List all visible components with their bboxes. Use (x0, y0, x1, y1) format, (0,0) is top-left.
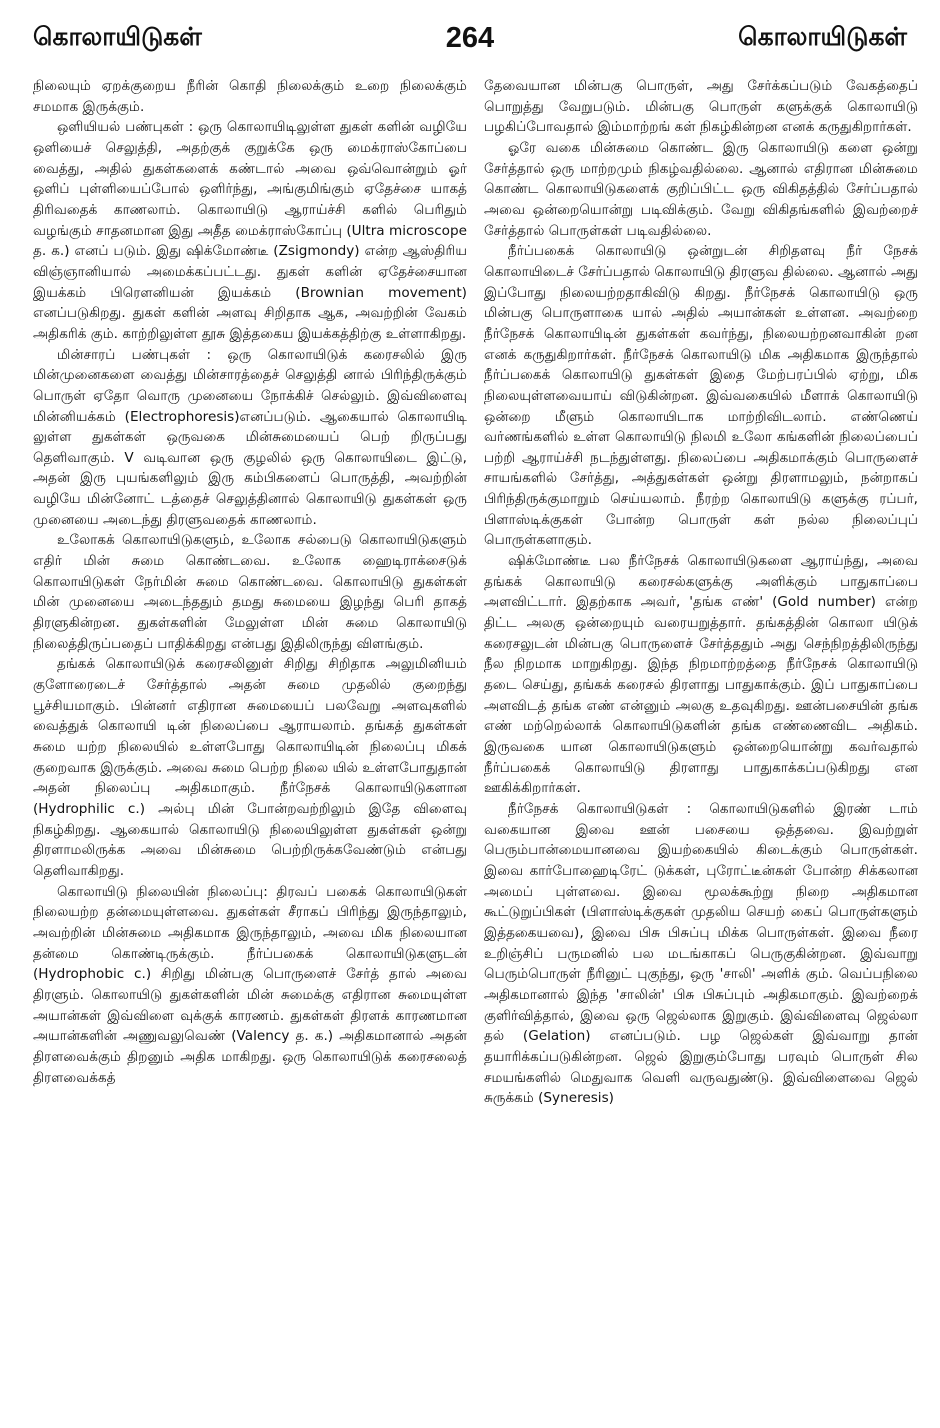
paragraph-optical-properties: ஒளியியல் பண்புகள் : ஒரு கொலாயிடிலுள்ள துகள் களின் வழியே ஒளியைச் செலுத்தி, அதற்குக் குறுக்கே ஒரு மைக்ராஸ்கோப்பை வைத்து, அதில் துகள்களைக் கண்டால் அவை ஒவ்வொன்றும் ஓர் ஒளிப் புள்ளியைப்போல் ஒளிர்ந்து, அங்குமிங்கும் ஏதேச்சை யாகத் திரிவதைக் காணலாம். கொலாயிடு ஆராய்ச்சி களில் பெரிதும் வழங்கும் சாதனமான இது அதீத மைக்ராஸ்கோப்பு (Ultra microscope த. க.) எனப் படும். இது ஷிக்மோண்டீ (Zsigmondy) என்ற ஆஸ்திரிய விஞ்ஞானியால் அமைக்கப்பட்டது. துகள் களின் ஏதேச்சையான இயக்கம் பிரௌனியன் இயக்கம் (Brownian movement) எனப்படுகிறது. துகள் களின் அளவு சிறிதாக ஆக, அவற்றின் வேகம் அதிகரிக் கும். காற்றிலுள்ள தூசு இத்தகைய இயக்கத்திற்கு உள்ளாகிறது. (33, 119, 467, 342)
paragraph: நீர்ப்பகைக் கொலாயிடு ஒன்றுடன் சிறிதளவு நீர் நேசக் கொலாயிடைச் சேர்ப்பதால் கொலாயிடு திரளுவ தில்லை. ஆனால் அது இப்போது நிலையற்றதாகிவிடு கிறது. நீர்நேசக் கொலாயிடு ஒரு மின்பகு பொருளாகை யால் அதில் அயான்கள் உள்ளன. அவற்றை நீர்நேசக் கொலாயிடின் துகள்கள் கவர்ந்து, நிலையற்றனவாகின் றன எனக் கருதுகிறார்கள். நீர்நேசக் கொலாயிடு மிக அதிகமாக இருந்தால் நீர்ப்பகைக் கொலாயிடு துகள்கள் இதை மேற்பரப்பில் ஏற்று, மிக நிலையுள்ளவையாய் விடுகின்றன. இவ்வகையில் மீளாக் கொலாயிடு ஒன்றை மீளும் கொலாயிடாக மாற்றிவிடலாம். எண்ணெய் வர்ணங்களில் உள்ள கொலாயிடு நிலமி உலோ கங்களின் நிலைப்பைப் பற்றி ஆராய்ச்சி நடந்துள்ளது. நிலைப்பை அதிகமாக்கும் பொருளைச் சாயங்களில் சேர்த்து, அத்துகள்கள் ஒன்று திரளாமலும், நன்றாகப் பிரிந்திருக்குமாறும் செய்யலாம். நீரற்ற கொலாயிடு களுக்கு ரப்பர், பிளாஸ்டிக்குகள் போன்ற பொருள் கள் நல்ல நிலைப்புப் பொருள்களாகும். (484, 243, 918, 549)
running-title-right: கொலாயிடுகள் (738, 22, 907, 51)
paragraph: தங்கக் கொலாயிடுக் கரைசலினுள் சிறிது சிறிதாக அலுமினியம் குளோரைடைச் சேர்த்தால் அதன் சுமை முதலில் குறைந்து பூச்சியமாகும். பின்னர் எதிரான சுமையைப் பலவேறு அளவுகளில் வைத்துக் கொலாயி டின் நிலைப்பை ஆராயலாம். தங்கத் துகள்கள் சுமை யற்ற நிலையில் உள்ளபோது கொலாயிடின் நிலைப்பு மிகக் குறைவாக இருக்கும். அவை சுமை பெற்ற நிலை யில் உள்ளபோதுதான் அதன் நிலைப்பு அதிகமாகும். நீர்நேசக் கொலாயிடுகளான (Hydrophilic c.) அல்பு மின் போன்றவற்றிலும் இதே விளைவு நிகழ்கிறது. ஆகையால் கொலாயிடு நிலையிலுள்ள துகள்கள் ஒன்று திரளாமலிருக்க அவை மின்சுமை பெற்றிருக்கவேண்டும் என்பது தெளிவாகிறது. (33, 656, 467, 879)
right-column (484, 76, 918, 1412)
paragraph: ஓரே வகை மின்சுமை கொண்ட இரு கொலாயிடு களை ஒன்று சேர்த்தால் ஒரு மாற்றமும் நிகழ்வதில்லை. ஆனால் எதிரான மின்சுமை கொண்ட கொலாயிடுகளைக் குறிப்பிட்ட ஒரு விகிதத்தில் சேர்ப்பதால் அவை ஒன்றையொன்று படிவிக்கும். வேறு விகிதங்களில் இவற்றைச் சேர்த்தால் பொருள்கள் படிவதில்லை. (484, 139, 918, 239)
paragraph: தேவையான மின்பகு பொருள், அது சேர்க்கப்படும் வேகத்தைப் பொறுத்து வேறுபடும். மின்பகு பொருள் களுக்குக் கொலாயிடு பழகிப்போவதால் இம்மாற்றங் கள் நிகழ்கின்றன எனக் கருதுகிறார்கள். (484, 78, 918, 136)
page-header (0, 0, 940, 70)
paragraph: உலோகக் கொலாயிடுகளும், உலோக சல்பைடு கொலாயிடுகளும் எதிர் மின் சுமை கொண்டவை. உலோக ஹைடிராக்சைடுக் கொலாயிடுகள் நேர்மின் சுமை கொண்டவை. கொலாயிடு துகள்கள் மின் முனையை அடைந்ததும் தமது சுமையை இழந்து பெரி தாகத் திரளுகின்றன. துகள்களின் மேலுள்ள மின் சுமை கொலாயிடு நிலைத்திருப்பதைப் பாதிக்கிறது என்பது இதிலிருந்து விளங்கும். (33, 532, 467, 652)
paragraph-hydrophilic-colloids: நீர்நேசக் கொலாயிடுகள் : கொலாயிடுகளில் இரண் டாம் வகையான இவை ஊன் பசையை ஒத்தவை. இவற்றுள் பெரும்பான்மையானவை இயற்கையில் கிடைக்கும் பொருள்கள். இவை கார்போஹைடிரேட் டுக்கள், புரோட்டீன்கள் போன்ற சிக்கலான அமைப் புள்ளவை. இவை மூலக்கூற்று நிறை அதிகமான கூட்டுறுப்பிகள் (பிளாஸ்டிக்குகள் முதலிய செயற் கைப் பொருள்களும் இத்தகையவை), இவை பிசு பிசுப்பு மிக்க பொருள்கள். இவை நீரை உறிஞ்சிப் பருமனில் பல மடங்காகப் பெருகுகின்றன. இவ்வாறு பெரும்பொருள் நீரினுட் புகுந்து, ஒரு 'சாலி' அளிக் கும். வெப்பநிலை அதிகமானால் இந்த 'சாலின்' பிசு பிசுப்பும் அதிகமாகும். இவற்றைக் குளிர்வித்தால், இவை ஒரு ஜெல்லாக இறுகும். இவ்விளைவு ஜெல்லா தல் (Gelation) எனப்படும். பழ ஜெல்கள் இவ்வாறு தான் தயாரிக்கப்படுகின்றன. ஜெல் இறுகும்போது பரவும் பொருள் சில சமயங்களில் மெதுவாக வெளி வருவதுண்டு. இவ்விளைவை ஜெல் சுருக்கம் (Syneresis) (484, 800, 918, 1107)
page-number: 264 (445, 22, 495, 54)
paragraph-colloid-stability: கொலாயிடு நிலையின் நிலைப்பு: திரவப் பகைக் கொலாயிடுகள் நிலையற்ற தன்மையுள்ளவை. துகள்கள் சீராகப் பிரிந்து இருந்தாலும், அவற்றின் மின்சுமை அதிகமாக இருந்தாலும், அவை மிக நிலையான தன்மை கொண்டிருக்கும். நீர்ப்பகைக் கொலாயிடுகளுடன் (Hydrophobic c.) சிறிது மின்பகு பொருளைச் சேர்த் தால் அவை திரளும். கொலாயிடு துகள்களின் மின் சுமைக்கு எதிரான சுமையுள்ள அயான்கள் இவ்விளை வுக்குக் காரணம். துகள்கள் திரளக் காரணமான அயான்களின் அணுவலுவெண் (Valency த. க.) அதிகமானால் அதன் திரளவைக்கும் திறனும் அதிக மாகிறது. ஒரு கொலாயிடுக் கரைசலைத் திரளவைக்கத் (33, 883, 467, 1086)
paragraph-electrical-properties: மின்சாரப் பண்புகள் : ஒரு கொலாயிடுக் கரைசலில் இரு மின்முனைகளை வைத்து மின்சாரத்தைச் செலுத்தி னால் பிரிந்திருக்கும் பொருள் ஏதோ வொரு முனையை நோக்கிச் செல்லும். இவ்விளைவு மின்னியக்கம் (Electrophoresis)எனப்படும். ஆகையால் கொலாயிடி லுள்ள துகள்கள் ஒருவகை மின்சுமையைப் பெற் றிருப்பது தெளிவாகும். V வடிவான ஒரு குழலில் ஒரு கொலாயிடை இட்டு, அதன் இரு புயங்களிலும் இரு கம்பிகளைப் பொருத்தி, அவற்றின் வழியே மின்னோட் டத்தைச் செலுத்தினால் கொலாயிடு துகள்கள் ஒரு முனையை அடைந்து திரளுவதைக் காணலாம். (33, 346, 467, 528)
left-column (33, 76, 467, 1412)
running-title-left: கொலாயிடுகள் (33, 22, 202, 51)
paragraph-gold-number: ஷிக்மோண்டீ பல நீர்நேசக் கொலாயிடுகளை ஆராய்ந்து, அவை தங்கக் கொலாயிடு கரைசல்களுக்கு அளிக்கும் பாதுகாப்பை அளவிட்டார். இதற்காக அவர், 'தங்க எண்' (Gold number) என்ற திட்ட அலகு ஒன்றையும் வரையறுத்தார். தங்கத்தின் கொலா யிடுக் கரைசலுடன் மின்பகு பொருளைச் சேர்த்ததும் அது செந்நிறத்திலிருந்து நீல நிறமாக மாறுகிறது. இந்த நிறமாற்றத்தை நீர்நேசக் கொலாயிடு தடை செய்து, தங்கக் கரைசல் திரளாது பாதுகாக்கும். இப் பாதுகாப்பை அளவிடத் தங்க எண் என்னும் அலகு உதவுகிறது. ஊன்பசையின் தங்க எண் மற்றெல்லாக் கொலாயிடுகளின் தங்க எண்ணைவிட அதிகம். இருவகை யான கொலாயிடுகளும் ஒன்றையொன்று கவர்வதால் நீர்ப்பகைக் கொலாயிடு திரளாது பாதுகாக்கப்படுகிறது என ஊகிக்கிறார்கள். (484, 553, 918, 797)
paragraph: நிலையும் ஏறக்குறைய நீரின் கொதி நிலைக்கும் உறை நிலைக்கும் சமமாக இருக்கும். (33, 78, 467, 115)
